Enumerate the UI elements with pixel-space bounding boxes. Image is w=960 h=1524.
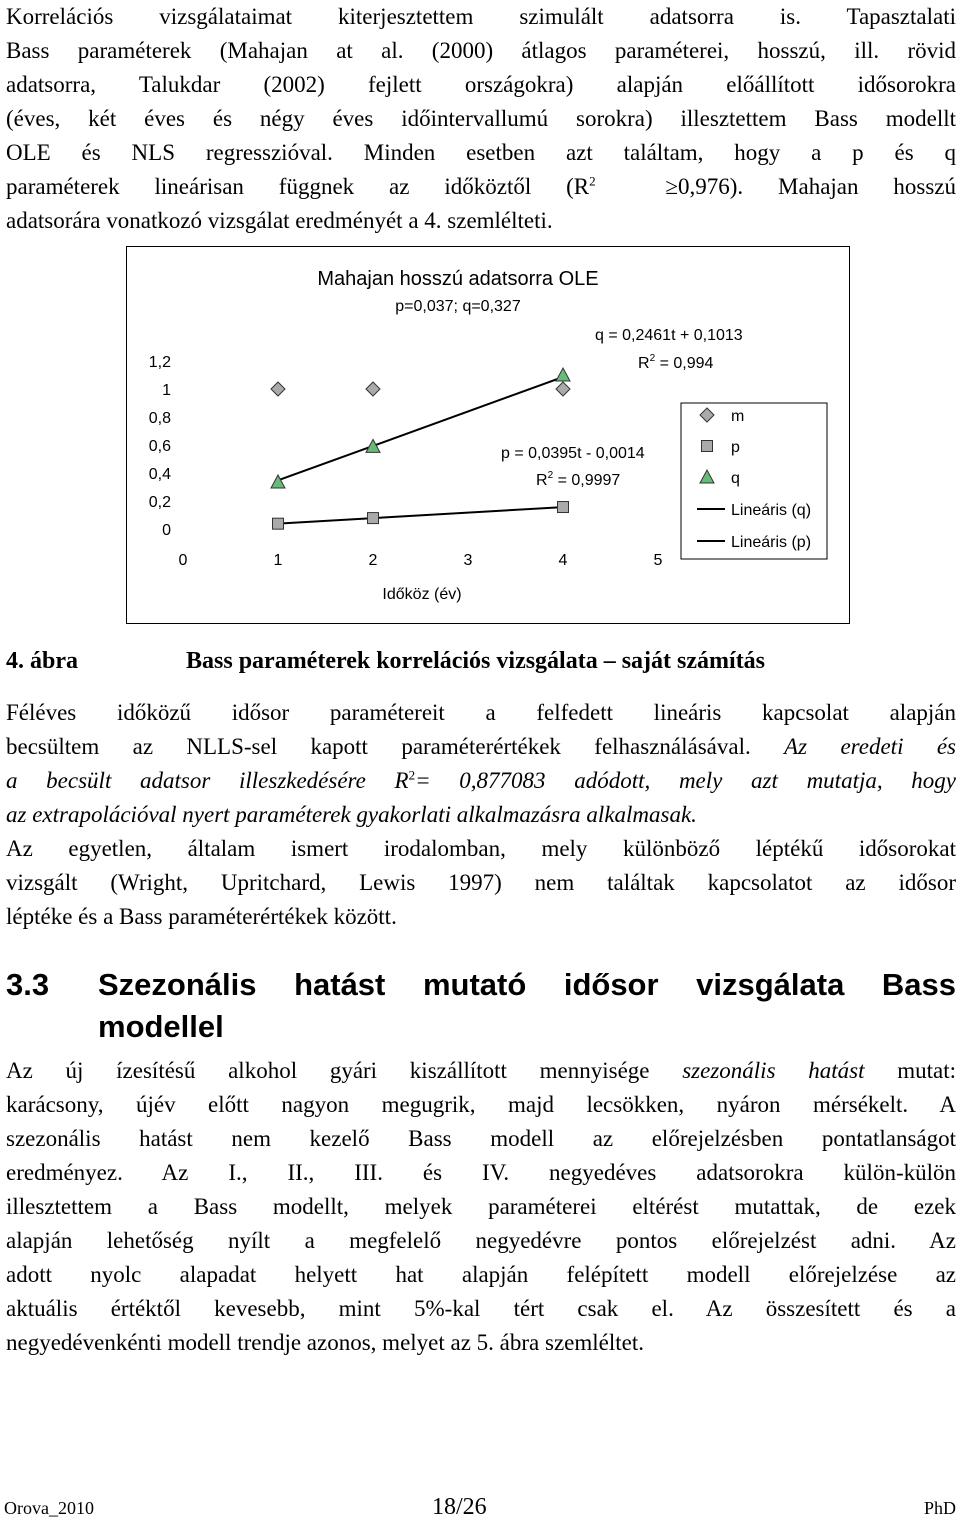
- text-line: aktuális értéktől kevesebb, mint 5%-kal tért csak el. Az összesített és a: [6, 1296, 956, 1321]
- p-point: [368, 513, 379, 524]
- text-line: adatsorára vonatkozó vizsgálat eredményét a 4. szemlélteti.: [6, 208, 553, 233]
- text-fragment: mutat:: [864, 1058, 956, 1083]
- r-value: = 0,9997: [553, 472, 621, 489]
- seasonal-paragraph: [6, 1054, 956, 1360]
- footer-author: Orova_2010: [4, 1498, 94, 1518]
- y-tick-label: 0,8: [148, 410, 171, 427]
- legend-label: Lineáris (p): [731, 534, 812, 551]
- text-line: [6, 1054, 956, 1088]
- section-title-line2: modellel: [98, 1009, 224, 1044]
- italic-fragment: Az eredeti és: [784, 734, 956, 759]
- italic-fragment: szezonális hatást: [682, 1058, 865, 1083]
- figure-number: 4. ábra: [6, 648, 78, 674]
- text-line: Bass paraméterek (Mahajan at al. (2000) átlagos paraméterei, hosszú, ill. rövid: [6, 38, 956, 63]
- y-tick-label: 0,6: [148, 438, 171, 455]
- y-tick-label: 0,2: [148, 494, 171, 511]
- trend-line: [278, 507, 563, 524]
- chart-frame: [126, 246, 850, 624]
- q-point: [366, 439, 380, 452]
- text-fragment: ≥0,976). Mahajan hosszú: [665, 174, 957, 199]
- x-tick-label: 4: [558, 552, 568, 569]
- q-equation: q = 0,2461t + 0,1013: [595, 327, 743, 344]
- text-line: Féléves időközű idősor paramétereit a felfedett lineáris kapcsolat alapján: [6, 700, 956, 725]
- x-tick-label: 0: [178, 552, 188, 569]
- text-fragment: Az új ízesítésű alkohol gyári kiszállított mennyisége: [6, 1058, 683, 1083]
- legend-marker: [700, 408, 714, 422]
- superscript: 2: [408, 767, 416, 783]
- y-tick-label: 0,4: [148, 466, 171, 483]
- text-line: negyedévenkénti modell trendje azonos, melyet az 5. ábra szemléltet.: [6, 1330, 644, 1355]
- text-line: adatsorra, Talukdar (2002) fejlett országokra) alapján előállított idősorokra: [6, 72, 956, 97]
- text-line: vizsgált (Wright, Upritchard, Lewis 1997) nem találtak kapcsolatot az idősor: [6, 870, 956, 895]
- x-tick-label: 1: [273, 552, 283, 569]
- m-point: [271, 382, 285, 396]
- p-point: [558, 502, 569, 513]
- text-line: [6, 730, 956, 764]
- chart-title: Mahajan hosszú adatsorra OLE: [317, 268, 599, 290]
- q-r-squared: [638, 353, 714, 372]
- text-line: karácsony, újév előtt nagyon megugrik, majd lecsökken, nyáron mérsékelt. A: [6, 1092, 956, 1117]
- x-tick-label: 5: [653, 552, 663, 569]
- text-line: alapján lehetőség nyílt a megfelelő negyedévre pontos előrejelzést adni. Az: [6, 1228, 956, 1253]
- text-line: [6, 798, 956, 832]
- text-line: [6, 764, 956, 798]
- page-number: 18/26: [432, 1494, 487, 1520]
- section-number: 3.3: [6, 967, 50, 1002]
- y-tick-label: 1,2: [148, 354, 171, 371]
- legend-marker: [702, 441, 713, 452]
- r-symbol: R: [536, 472, 548, 489]
- text-line: eredményez. Az I., II., III. és IV. negyedéves adatsorokra külön-külön: [6, 1160, 956, 1185]
- italic-fragment: = 0,877083 adódott, mely azt mutatja, hogy: [415, 768, 956, 793]
- italic-fragment: az extrapolációval nyert paraméterek gyakorlati alkalmazásra alkalmasak.: [6, 802, 697, 827]
- figure-title: Bass paraméterek korrelációs vizsgálata – saját számítás: [186, 648, 766, 674]
- text-line: adott nyolc alapadat helyett hat alapján felépített modell előrejelzése az: [6, 1262, 956, 1287]
- intro-paragraph: [6, 0, 956, 238]
- y-tick-label: 0: [162, 522, 171, 539]
- superscript: 2: [547, 470, 554, 481]
- text-line: szezonális hatást nem kezelő Bass modell az előrejelzésben pontatlanságot: [6, 1126, 956, 1151]
- estimation-paragraph: [6, 696, 956, 934]
- x-tick-label: 3: [463, 552, 473, 569]
- legend-label: q: [731, 470, 740, 487]
- p-r-squared: [536, 470, 620, 489]
- x-axis-label: Időköz (év): [382, 586, 462, 603]
- chart-subtitle: p=0,037; q=0,327: [395, 298, 521, 315]
- superscript: 2: [589, 173, 596, 189]
- italic-fragment: a becsült adatsor illeszkedésére R: [6, 768, 409, 793]
- x-tick-label: 2: [368, 552, 378, 569]
- q-point: [556, 368, 570, 381]
- text-line: (éves, két éves és négy éves időintervallumú sorokra) illesztettem Bass modellt: [6, 106, 956, 131]
- y-tick-label: 1: [162, 382, 171, 399]
- p-point: [273, 518, 284, 529]
- text-fragment: paraméterek lineárisan függnek az időköztől (R: [6, 174, 590, 199]
- scatter-chart: [127, 247, 851, 625]
- legend-label: Lineáris (q): [731, 502, 812, 519]
- r-value: = 0,994: [655, 355, 714, 372]
- superscript: 2: [649, 353, 656, 364]
- legend-label: p: [731, 439, 740, 456]
- trend-line: [278, 377, 563, 480]
- footer-degree: PhD: [923, 1498, 956, 1518]
- page-footer: [0, 1494, 960, 1524]
- text-line-r2: [6, 170, 956, 204]
- text-line: illesztettem a Bass modellt, melyek paraméterei eltérést mutattak, de ezek: [6, 1194, 956, 1219]
- chart-legend: [681, 403, 827, 559]
- legend-label: m: [731, 408, 745, 425]
- text-line: Korrelációs vizsgálataimat kiterjesztettem szimulált adatsorra is. Tapasztalati: [6, 4, 956, 29]
- p-equation: p = 0,0395t - 0,0014: [501, 445, 645, 462]
- y-axis-ticks: [149, 354, 171, 539]
- text-fragment: becsültem az NLLS-sel kapott paraméterértékek felhasználásával.: [6, 734, 785, 759]
- x-axis-ticks: [179, 552, 663, 569]
- text-line: OLE és NLS regresszióval. Minden esetben azt találtam, hogy a p és q: [6, 140, 956, 165]
- section-title-line1: Szezonális hatást mutató idősor vizsgálata Bass: [98, 967, 956, 1002]
- text-line: léptéke és a Bass paraméterértékek között.: [6, 904, 397, 929]
- m-point: [366, 382, 380, 396]
- m-point: [556, 382, 570, 396]
- text-line: Az egyetlen, általam ismert irodalomban, mely különböző léptékű idősorokat: [6, 836, 956, 861]
- r-symbol: R: [638, 355, 650, 372]
- legend-marker: [700, 470, 714, 483]
- q-point: [271, 475, 285, 488]
